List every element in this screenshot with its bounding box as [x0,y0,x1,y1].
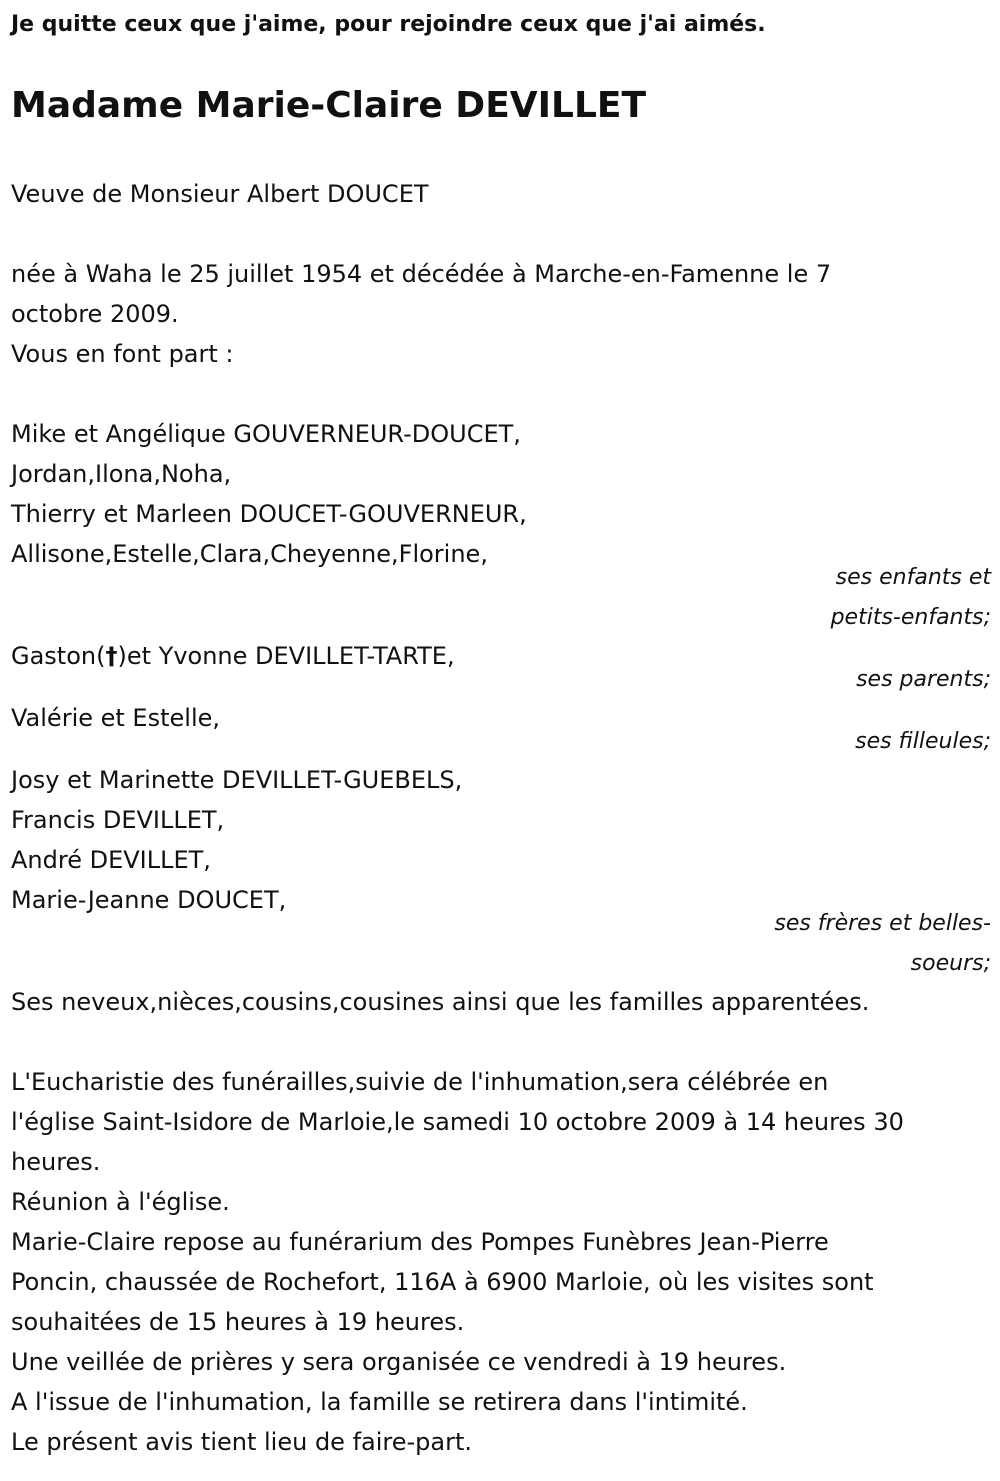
relation-text: ses enfants et [835,565,991,590]
parent-name-yvonne: )et Yvonne DEVILLET-TARTE, [117,642,455,670]
ceremony-line: Réunion à l'église. [11,1188,230,1216]
relation-text: ses filleules; [855,729,991,754]
ceremony-line: Le présent avis tient lieu de faire-part. [11,1428,473,1456]
widow-of-line: Veuve de Monsieur Albert DOUCET [11,180,429,208]
ceremony-line: l'église Saint-Isidore de Marloie,le samedi 10 octobre 2009 à 14 heures 30 [11,1108,904,1136]
relation-text: ses parents; [856,667,991,692]
family-line: Mike et Angélique GOUVERNEUR-DOUCET, [11,420,521,448]
birth-death-line-2: octobre 2009. [11,300,179,328]
goddaughters-line: Valérie et Estelle, [11,704,221,732]
deceased-name: Madame Marie-Claire DEVILLET [11,85,647,126]
relation-text: petits-enfants; [830,605,991,630]
family-line: Jordan,Ilona,Noha, [11,460,232,488]
spacer [11,1022,991,1062]
cross-icon: † [105,642,118,670]
family-line: Marie-Jeanne DOUCET, [11,886,287,914]
family-line: André DEVILLET, [11,846,211,874]
spacer [11,214,991,254]
ceremony-line: souhaitées de 15 heures à 19 heures. [11,1308,465,1336]
ceremony-line: heures. [11,1148,101,1176]
family-line: Josy et Marinette DEVILLET-GUEBELS, [11,766,463,794]
family-line: Thierry et Marleen DOUCET-GOUVERNEUR, [11,500,527,528]
announcers-line: Vous en font part : [11,340,234,368]
ceremony-line: Marie-Claire repose au funérarium des Pompes Funèbres Jean-Pierre [11,1228,829,1256]
relation-text: ses frères et belles- [774,911,991,936]
birth-death-line-1: née à Waha le 25 juillet 1954 et décédée à Marche-en-Famenne le 7 [11,260,832,288]
opening-quote: Je quitte ceux que j'aime, pour rejoindre ceux que j'ai aimés. [11,12,766,37]
ceremony-line: A l'issue de l'inhumation, la famille se retirera dans l'intimité. [11,1388,748,1416]
extended-family-line: Ses neveux,nièces,cousins,cousines ainsi que les familles apparentées. [11,988,870,1016]
obituary-body [11,174,991,1462]
family-line: Allisone,Estelle,Clara,Cheyenne,Florine, [11,540,488,568]
family-line: Francis DEVILLET, [11,806,225,834]
ceremony-line: Poncin, chaussée de Rochefort, 116A à 6900 Marloie, où les visites sont [11,1268,874,1296]
ceremony-line: L'Eucharistie des funérailles,suivie de l'inhumation,sera célébrée en [11,1068,829,1096]
ceremony-line: Une veillée de prières y sera organisée ce vendredi à 19 heures. [11,1348,787,1376]
parent-name-gaston: Gaston( [11,642,106,670]
relation-text: soeurs; [910,951,991,976]
spacer [11,374,991,414]
